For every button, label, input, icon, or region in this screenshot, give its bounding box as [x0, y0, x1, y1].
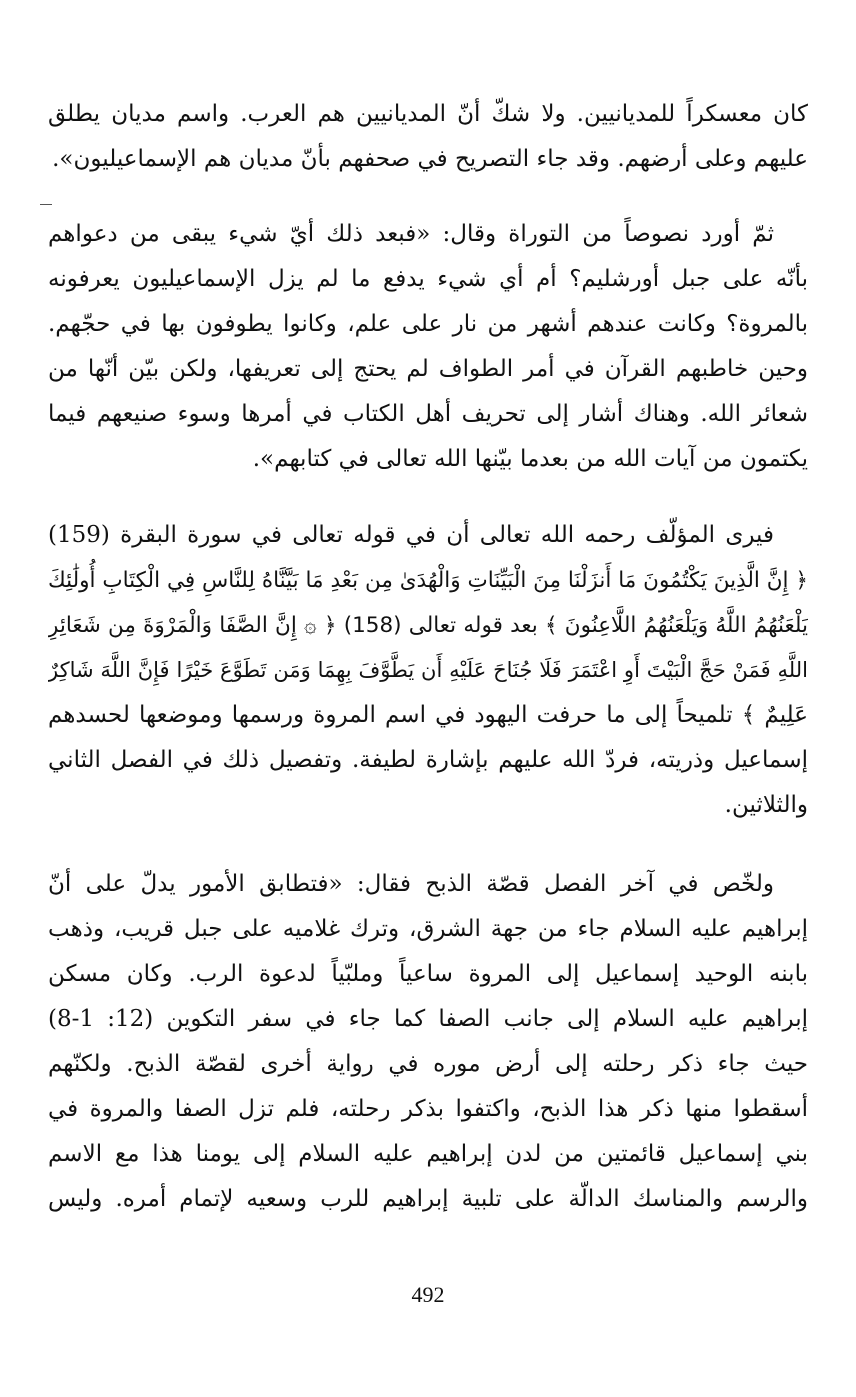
text-line: فيرى المؤلّف رحمه الله تعالى أن في قوله تعالى في سورة البقرة (159)	[48, 522, 774, 548]
text-line: شعائر الله. وهناك أشار إلى تحريف أهل الكتاب في أمرها وسوء صنيعهم فيما	[48, 401, 808, 427]
text-line: بني إسماعيل قائمتين من لدن إبراهيم عليه السلام إلى يومنا هذا مع الاسم	[48, 1141, 808, 1167]
paragraph-4	[48, 862, 808, 1222]
text-line: يكتمون من آيات الله من بعدما بيّنها الله تعالى في كتابهم».	[252, 446, 808, 472]
text-line: والرسم والمناسك الدالّة على تلبية إبراهيم للرب وسعيه لإتمام أمره. وليس	[48, 1186, 808, 1212]
text-line: إبراهيم عليه السلام جاء من جهة الشرق، وترك غلاميه على جبل قريب، وذهب	[48, 916, 808, 942]
text-line: حيث جاء ذكر رحلته إلى أرض موره في رواية أخرى لقصّة الذبح. ولكنّهم	[48, 1051, 808, 1077]
text-line: بابنه الوحيد إسماعيل إلى المروة ساعياً وملبّياً لدعوة الرب. وكان مسكن	[48, 961, 808, 987]
text-line: إسماعيل وذريته، فردّ الله عليهم بإشارة لطيفة. وتفصيل ذلك في الفصل الثاني	[48, 747, 808, 773]
text-line: إبراهيم عليه السلام إلى جانب الصفا كما جاء في سفر التكوين (12: 1-8)	[48, 1006, 808, 1032]
text-line: وحين خاطبهم القرآن في أمر الطواف لم يحتج إلى تعريفها، ولكن بيّن أنّها من	[48, 356, 808, 382]
quran-verse-line: اللَّهِ فَمَنْ حَجَّ الْبَيْتَ أَوِ اعْتَمَرَ فَلَا جُنَاحَ عَلَيْهِ أَن يَطَّوَّفَ بِهِمَا وَمَن تَطَوَّعَ خَيْرًا فَإِنَّ اللَّهَ شَاكِرٌ	[48, 658, 808, 682]
text-line: كان معسكراً للمديانيين. ولا شكّ أنّ المديانيين هم العرب. واسم مديان يطلق	[48, 101, 808, 127]
text-line: أسقطوا منها ذكر هذا الذبح، واكتفوا بذكر رحلته، فلم تزل الصفا والمروة في	[48, 1096, 808, 1122]
paragraph-3	[48, 513, 808, 828]
text-line: ثمّ أورد نصوصاً من التوراة وقال: «فبعد ذلك أيّ شيء يبقى من دعواهم	[48, 221, 774, 247]
text-line: والثلاثين.	[724, 792, 808, 818]
quran-verse-line: ﴿ إِنَّ الَّذِينَ يَكْتُمُونَ مَا أَنزَلْنَا مِنَ الْبَيِّنَاتِ وَالْهُدَىٰ مِن بَعْدِ مَا بَيَّنَّاهُ لِلنَّاسِ فِي الْكِتَابِ أُولَٰئِكَ	[48, 568, 808, 593]
margin-mark	[40, 204, 52, 205]
text-line: عليهم وعلى أرضهم. وقد جاء التصريح في صحفهم بأنّ مديان هم الإسماعيليون».	[52, 146, 808, 172]
text-line: عَلِيمٌ ﴾ تلميحاً إلى ما حرفت اليهود في اسم المروة ورسمها وموضعها لحسدهم	[48, 702, 808, 728]
text-line: بأنّه على جبل أورشليم؟ أم أي شيء يدفع ما لم يزل الإسماعيليون يعرفونه	[48, 266, 808, 292]
quran-verse-line: يَلْعَنُهُمُ اللَّهُ وَيَلْعَنُهُمُ اللَّاعِنُونَ ﴾ بعد قوله تعالى (158) ﴿ ۞ إِنَّ الصَّفَا وَالْمَرْوَةَ مِن شَعَائِرِ	[48, 613, 808, 638]
paragraph-1	[48, 92, 808, 182]
page-number: 492	[411, 1282, 445, 1307]
text-line: ولخّص في آخر الفصل قصّة الذبح فقال: «فتطابق الأمور يدلّ على أنّ	[48, 871, 774, 897]
paragraph-2	[48, 212, 808, 482]
text-line: بالمروة؟ وكانت عندهم أشهر من نار على علم، وكانوا يطوفون بها في حجّهم.	[48, 311, 808, 337]
